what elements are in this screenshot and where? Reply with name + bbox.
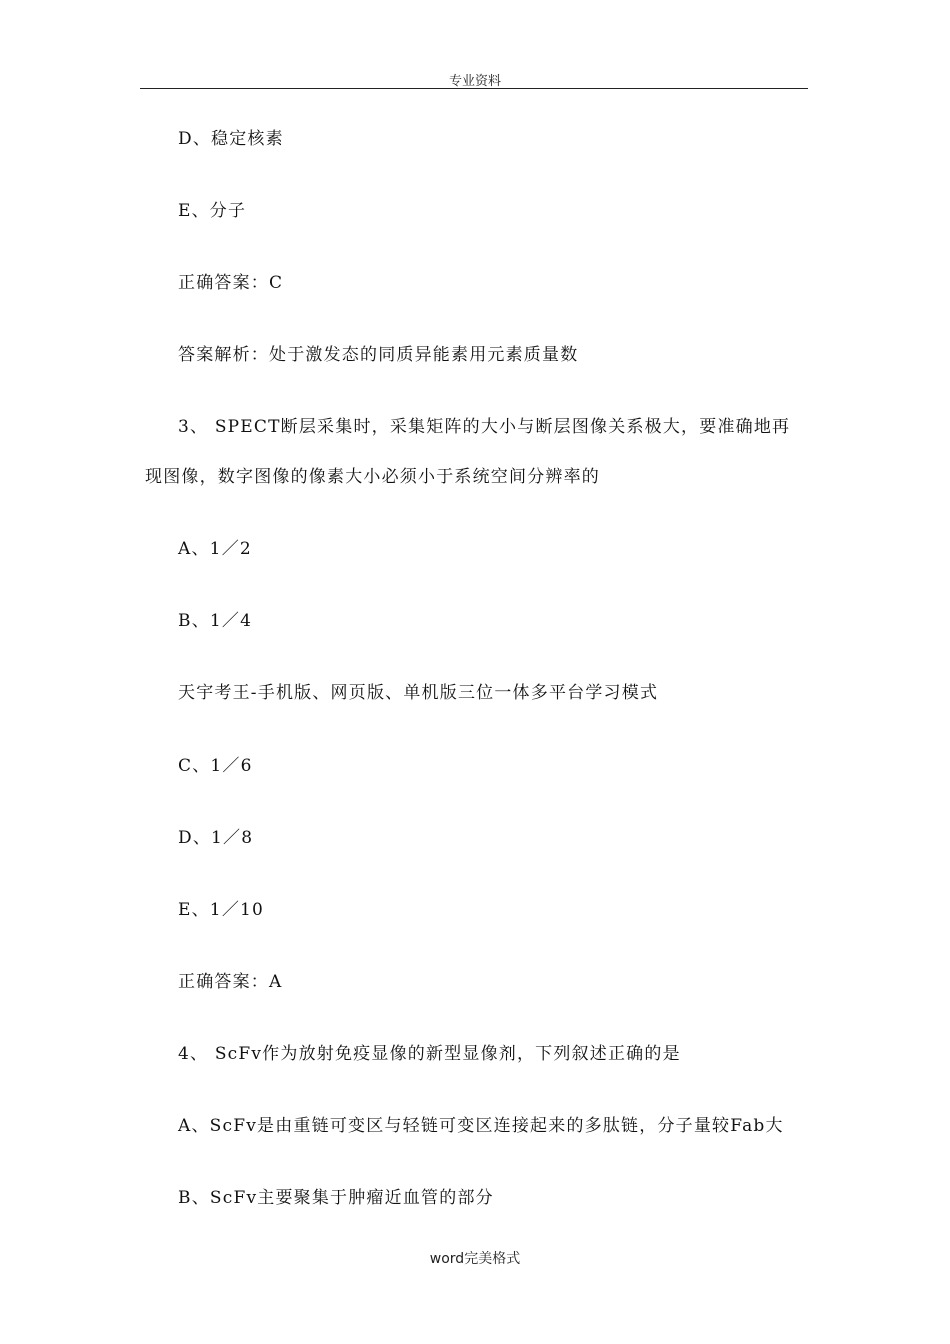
option-d-line-2: D、1／8 (178, 828, 254, 848)
question-3-continuation: 现图像，数字图像的像素大小必须小于系统空间分辨率的 (145, 467, 600, 487)
correct-answer-line: 正确答案：C (178, 273, 284, 293)
page-header: 专业资料 (448, 74, 501, 89)
option-e-line-2: E、1／10 (178, 900, 265, 920)
promo-line: 天宇考王-手机版、网页版、单机版三位一体多平台学习模式 (178, 683, 659, 703)
page-footer: word完美格式 (429, 1251, 521, 1267)
header-divider (140, 88, 808, 89)
option-b-line: B、1／4 (178, 611, 253, 631)
correct-answer-line-2: 正确答案：A (178, 972, 283, 992)
option-d-line: D、稳定核素 (178, 129, 284, 149)
option-c-line: C、1／6 (178, 756, 253, 776)
option-b-line-2: B、ScFv主要聚集于肿瘤近血管的部分 (178, 1188, 494, 1208)
question-3-line: 3、 SPECT断层采集时，采集矩阵的大小与断层图像关系极大，要准确地再 (178, 417, 791, 437)
option-a-line: A、1／2 (178, 539, 252, 559)
question-4-line: 4、 ScFv作为放射免疫显像的新型显像剂，下列叙述正确的是 (178, 1044, 681, 1064)
answer-explanation-line: 答案解析：处于激发态的同质异能素用元素质量数 (178, 345, 579, 365)
option-e-line: E、分子 (178, 201, 247, 221)
option-a-line-2: A、ScFv是由重链可变区与轻链可变区连接起来的多肽链，分子量较Fab大 (178, 1116, 784, 1136)
